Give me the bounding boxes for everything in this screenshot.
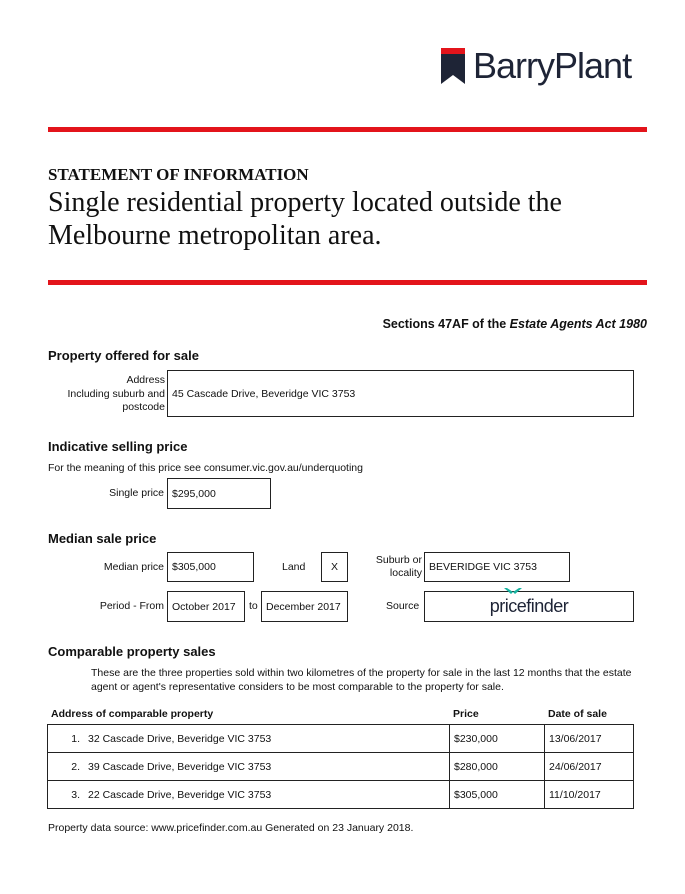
pricefinder-mark-icon (502, 587, 524, 595)
bottom-divider (48, 280, 647, 285)
period-to-field (261, 591, 348, 622)
act-name: Estate Agents Act 1980 (509, 317, 647, 331)
price-cell: $280,000 (450, 753, 545, 781)
address-cell: 1. 32 Cascade Drive, Beveridge VIC 3753 (48, 725, 450, 753)
brand-logo (441, 42, 631, 90)
col-header-price: Price (453, 708, 479, 720)
table-row (48, 781, 634, 809)
suburb-field (424, 552, 570, 582)
table-row (48, 725, 634, 753)
date-cell: 11/10/2017 (545, 781, 634, 809)
address-value: 45 Cascade Drive, Beveridge VIC 3753 (172, 387, 356, 400)
source-label: Source (386, 600, 420, 612)
price-cell: $230,000 (450, 725, 545, 753)
single-price-value: $295,000 (172, 487, 216, 500)
address-cell: 3. 22 Cascade Drive, Beveridge VIC 3753 (48, 781, 450, 809)
underquoting-note: For the meaning of this price see consumer.vic.gov.au/underquoting (48, 462, 363, 474)
period-to-label: to (249, 600, 258, 612)
median-price-field (167, 552, 254, 582)
page-title: STATEMENT OF INFORMATION (48, 165, 309, 184)
price-cell: $305,000 (450, 781, 545, 809)
table-row (48, 753, 634, 781)
median-price-value: $305,000 (172, 561, 216, 573)
legislation-reference: Sections 47AF of the Estate Agents Act 1980 (382, 317, 647, 331)
col-header-address: Address of comparable property (51, 708, 214, 720)
comparable-heading: Comparable property sales (48, 644, 216, 659)
comparable-note: These are the three properties sold within two kilometres of the property for sale in the last 12 months that the estate agent or agent's representative considers to be most comparable to the property for sale. (91, 667, 632, 693)
comparable-sales-table (47, 724, 634, 809)
data-source-footer: Property data source: www.pricefinder.com.au Generated on 23 January 2018. (48, 822, 414, 834)
land-checkbox (321, 552, 348, 582)
property-heading: Property offered for sale (48, 348, 199, 363)
suburb-value: BEVERIDGE VIC 3753 (429, 561, 537, 573)
date-cell: 24/06/2017 (545, 753, 634, 781)
col-header-date: Date of sale (548, 708, 607, 720)
median-price-label: Median price (103, 561, 164, 573)
period-to-value: December 2017 (266, 600, 341, 613)
land-check-mark: X (330, 561, 338, 573)
address-field (167, 370, 634, 417)
period-from-label: Period - From (99, 600, 164, 612)
median-heading: Median sale price (48, 531, 157, 546)
top-divider (48, 127, 647, 132)
page-subtitle: Single residential property located outside the Melbourne metropolitan area. (48, 187, 562, 251)
land-label: Land (282, 561, 306, 573)
brand-name: BarryPlant (473, 45, 632, 86)
period-from-value: October 2017 (172, 600, 236, 613)
pricefinder-logo (490, 596, 569, 617)
source-field (424, 591, 634, 622)
indicative-heading: Indicative selling price (48, 439, 188, 454)
suburb-label: Suburb or locality (375, 554, 422, 579)
period-from-field (167, 591, 245, 622)
address-label: Address Including suburb and postcode (67, 374, 165, 413)
bookmark-logo-icon (441, 48, 465, 84)
pricefinder-wordmark: pricefinder (489, 596, 569, 616)
address-cell: 2. 39 Cascade Drive, Beveridge VIC 3753 (48, 753, 450, 781)
single-price-label: Single price (109, 487, 164, 499)
single-price-field (167, 478, 271, 509)
date-cell: 13/06/2017 (545, 725, 634, 753)
